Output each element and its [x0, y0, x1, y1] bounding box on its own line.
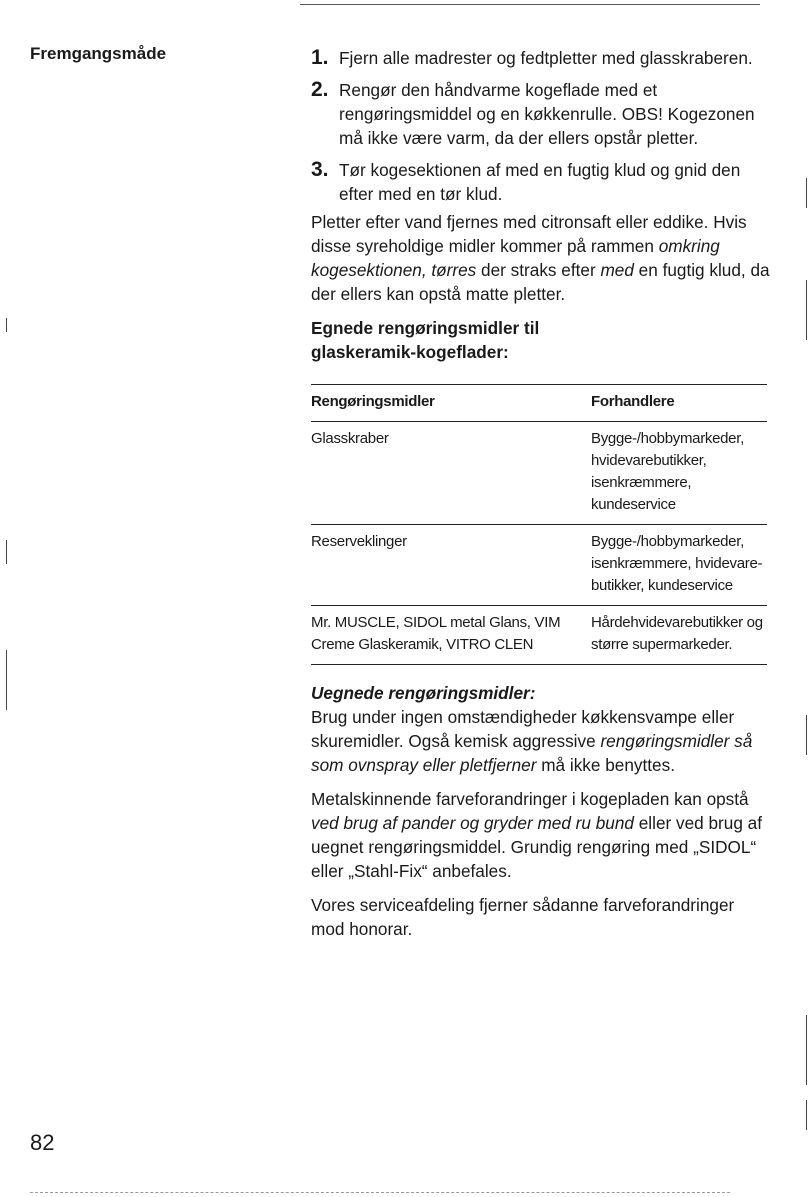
unsuitable-text: Brug under ingen omstændigheder køkkensvampe eller skuremidler. Også kemisk aggressive	[311, 707, 735, 751]
stain-text-italic: omkring kogesektionen, tørres	[311, 236, 720, 280]
step-text: Tør kogesektionen af med en fugtig klud og gnid den efter med en tør klud.	[339, 160, 741, 204]
unsuitable-heading: Uegnede rengøringsmidler:	[311, 683, 536, 703]
metal-text: Metalskinnende farveforandringer i kogepladen kan opstå	[311, 789, 749, 809]
unsuitable-text-italic: rengøringsmidler så som ovnspray eller pletfjerner	[311, 731, 753, 775]
table-cell: Reserveklinger	[311, 533, 407, 550]
metal-text: eller ved brug af uegnet rengøringsmiddel. Grundig rengøring med „SIDOL“ eller „Stahl-Fix“ anbefales.	[311, 813, 762, 881]
scan-mark	[6, 318, 7, 332]
metal-text-italic: ved brug af pander og gryder med ru bund	[311, 813, 634, 833]
service-paragraph: Vores serviceafdeling fjerner sådanne farveforandringer mod honorar.	[311, 895, 735, 939]
step-2	[311, 78, 771, 150]
scan-mark	[806, 1015, 807, 1085]
top-rule	[300, 4, 760, 5]
side-heading: Fremgangsmåde	[30, 44, 167, 63]
table-cell: Bygge-/hobbymarkeder, hvidevarebutikker, isenkræmmere, kundeservice	[591, 430, 744, 513]
table-header-row	[311, 385, 767, 422]
unsuitable-text: må ikke benyttes.	[536, 755, 675, 775]
step-text: Fjern alle madrester og fedtpletter med glasskraberen.	[339, 48, 753, 68]
page-number: 82	[30, 1130, 55, 1155]
table-cell: Glasskraber	[311, 430, 389, 447]
column-header-retailers: Forhandlere	[591, 393, 675, 410]
step-number: 1.	[311, 46, 329, 69]
unsuitable-paragraph	[311, 705, 771, 777]
metal-paragraph	[311, 787, 771, 883]
scan-mark	[6, 650, 7, 710]
table-cell: Hårdehvidevarebutikker og større supermarkeder.	[591, 614, 763, 653]
step-3	[311, 158, 771, 206]
step-text: Rengør den håndvarme kogeflade med et rengøringsmiddel og en køkkenrulle. OBS! Kogezonen må ikke være varm, da der ellers opstår pletter.	[339, 80, 755, 148]
scan-mark	[806, 1100, 807, 1130]
main-column	[311, 46, 771, 941]
scan-mark	[806, 715, 807, 755]
scan-mark	[806, 178, 807, 208]
scan-mark	[806, 280, 807, 340]
step-1	[311, 46, 771, 70]
table-cell: Mr. MUSCLE, SIDOL metal Glans, VIM Creme Glaskeramik, VITRO CLEN	[311, 614, 561, 653]
table-row	[311, 525, 767, 606]
step-number: 3.	[311, 158, 329, 181]
stain-text: der straks efter	[476, 260, 601, 280]
table-row	[311, 422, 767, 525]
suitable-heading: Egnede rengøringsmidler til glaskeramik-kogeflader:	[311, 318, 540, 362]
step-number: 2.	[311, 78, 329, 101]
stain-text-italic: med	[600, 260, 634, 280]
spacer	[311, 777, 771, 787]
scan-mark	[6, 540, 7, 564]
bottom-rule	[30, 1192, 730, 1193]
stain-text: en fugtig klud, da der ellers kan opstå matte pletter.	[311, 260, 770, 304]
table-cell: Bygge-/hobbymarkeder, isenkræmmere, hvidevare-butikker, kundeservice	[591, 533, 763, 594]
stain-text: Pletter efter vand fjernes med citronsaft eller eddike. Hvis disse syreholdige midler kommer på rammen	[311, 212, 747, 256]
table-row	[311, 606, 767, 665]
cleaning-agents-table	[311, 384, 767, 665]
column-header-agents: Rengøringsmidler	[311, 393, 435, 410]
stain-paragraph	[311, 210, 771, 306]
spacer	[311, 883, 771, 893]
